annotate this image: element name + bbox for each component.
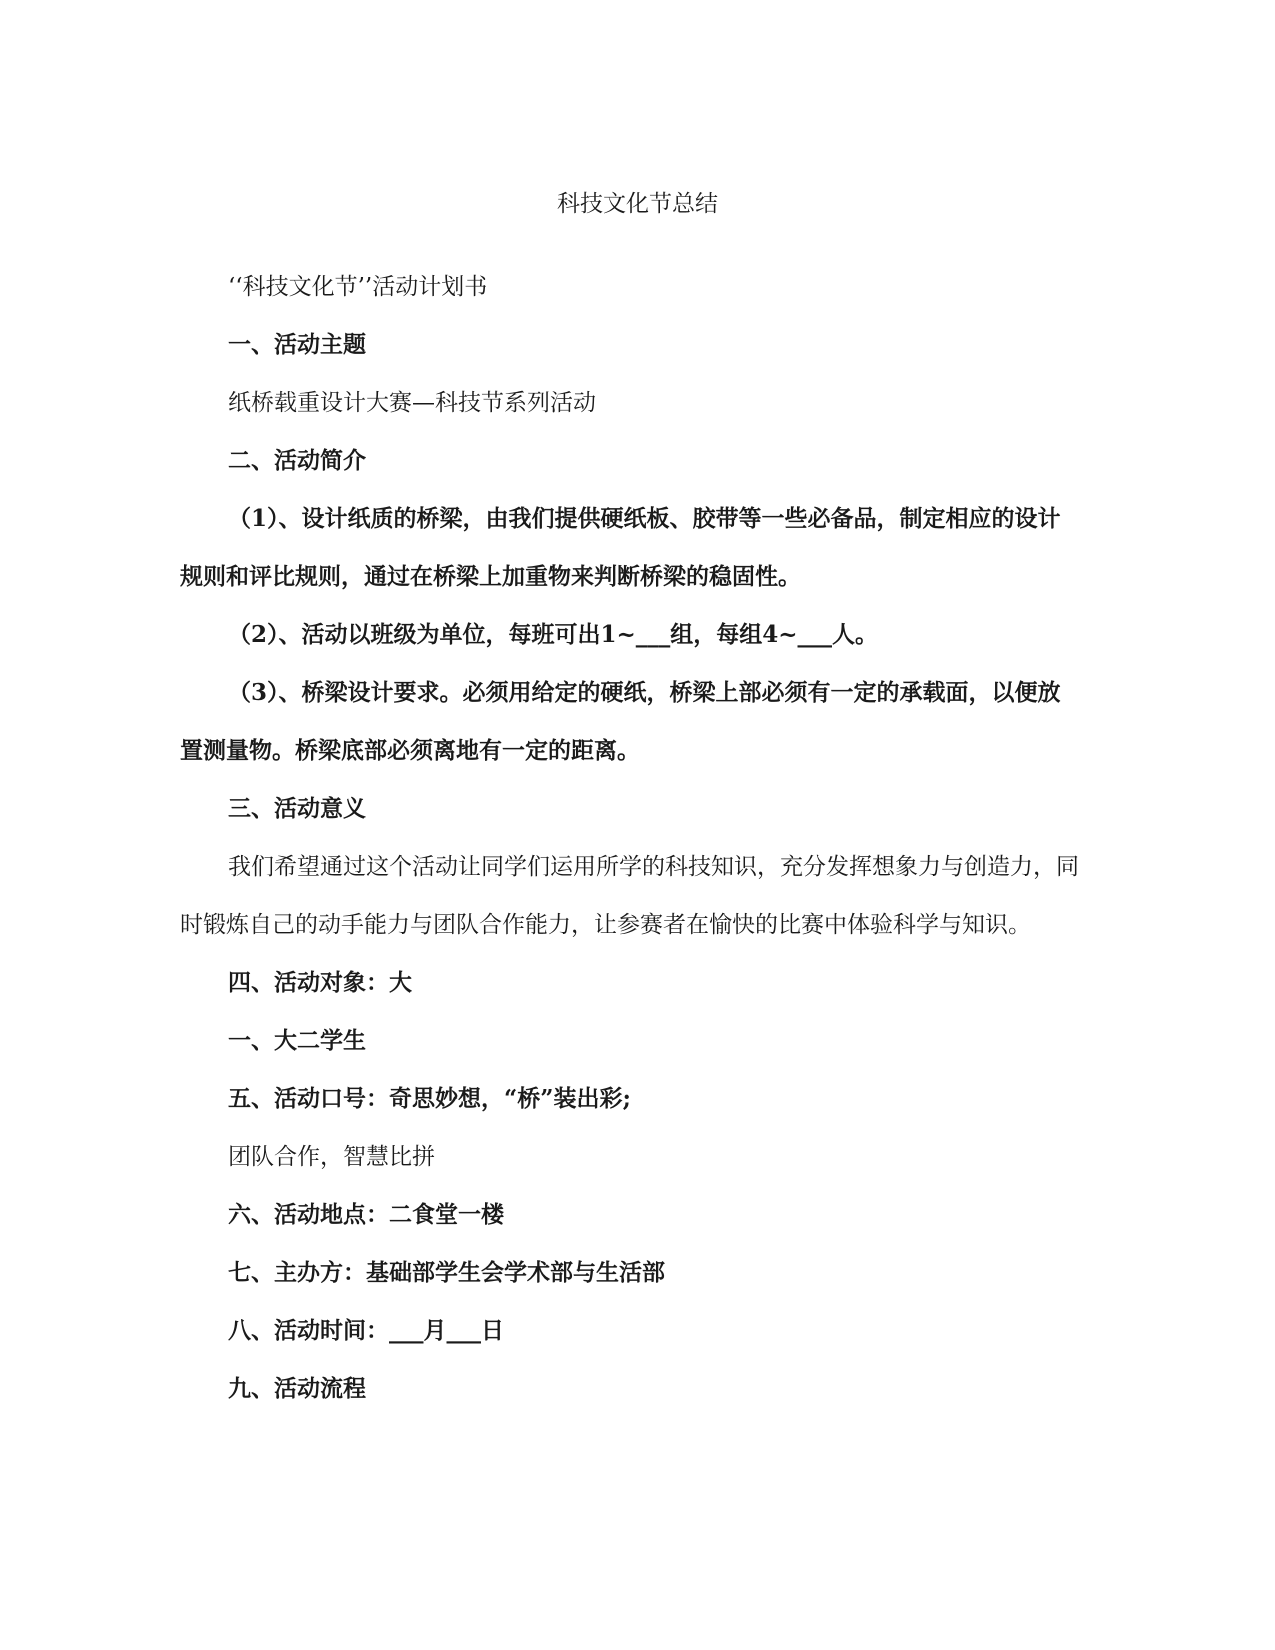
intro-item-1: （1）、设计纸质的桥梁，由我们提供硬纸板、胶带等一些必备品，制定相应的设计规则和评比规则，通过在桥梁上加重物来判断桥梁的稳固性。 [180, 505, 1061, 590]
section-heading-intro: 二、活动简介 [228, 447, 366, 474]
section-heading-theme: 一、活动主题 [228, 331, 366, 358]
intro-item-2: （2）、活动以班级为单位，每班可出1~___组，每组4~___人。 [228, 621, 879, 648]
document-title: 科技文化节总结 [557, 191, 718, 217]
section-text-audience: 一、大二学生 [228, 1027, 366, 1054]
section-text-theme: 纸桥载重设计大赛—科技节系列活动 [228, 390, 596, 416]
section-heading-audience: 四、活动对象：大 [228, 969, 412, 996]
section-heading-slogan: 五、活动口号：奇思妙想，“桥”装出彩; [228, 1085, 631, 1112]
section-heading-organizer: 七、主办方：基础部学生会学术部与生活部 [228, 1259, 665, 1286]
section-heading-process: 九、活动流程 [228, 1375, 366, 1402]
document-body [180, 258, 1080, 1418]
section-heading-time: 八、活动时间：___月___日 [228, 1317, 504, 1344]
intro-item-3: （3）、桥梁设计要求。必须用给定的硬纸，桥梁上部必须有一定的承载面，以便放置测量物。桥梁底部必须离地有一定的距离。 [180, 679, 1061, 764]
section-heading-significance: 三、活动意义 [228, 795, 366, 822]
plan-subtitle: ‘‘科技文化节’’活动计划书 [228, 274, 488, 300]
section-text-slogan: 团队合作，智慧比拼 [228, 1144, 435, 1170]
section-heading-location: 六、活动地点：二食堂一楼 [228, 1201, 504, 1228]
section-text-significance: 我们希望通过这个活动让同学们运用所学的科技知识，充分发挥想象力与创造力，同时锻炼自己的动手能力与团队合作能力，让参赛者在愉快的比赛中体验科学与知识。 [180, 854, 1079, 938]
